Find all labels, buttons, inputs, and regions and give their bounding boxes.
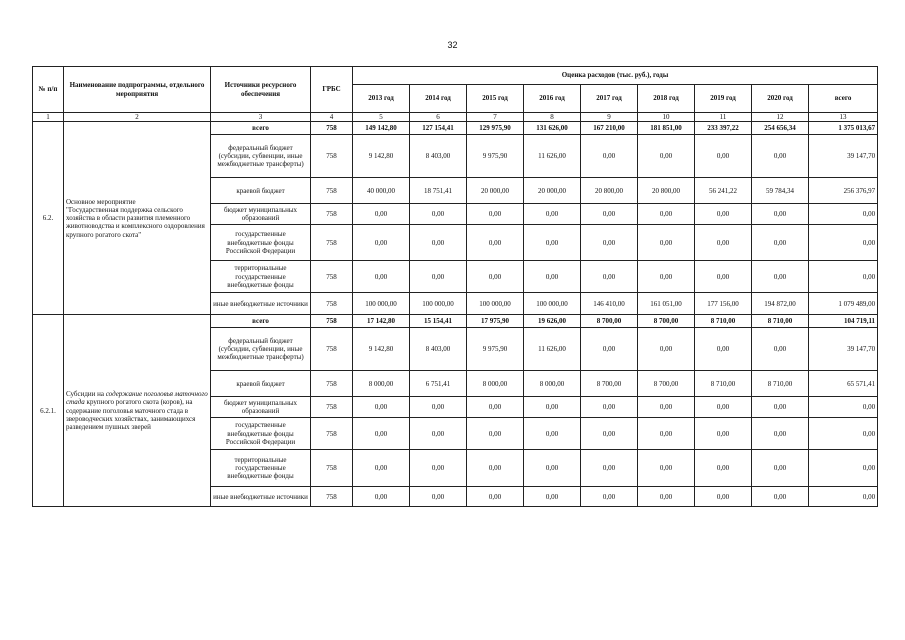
year-value: 146 410,00: [581, 293, 638, 315]
header-year: 2015 год: [467, 85, 524, 113]
column-index-row: [33, 113, 878, 122]
total-value: 256 376,97: [809, 178, 878, 204]
header-year: 2014 год: [410, 85, 467, 113]
total-value: 0,00: [809, 397, 878, 418]
year-value: 8 700,00: [638, 371, 695, 397]
year-value: 0,00: [638, 418, 695, 450]
grbs-code: 758: [311, 178, 353, 204]
header-year: 2018 год: [638, 85, 695, 113]
funding-source: федеральный бюджет (субсидии, субвенции, иные межбюджетные трансферты): [211, 135, 311, 178]
total-value: 0,00: [809, 261, 878, 293]
year-value: 20 800,00: [581, 178, 638, 204]
year-value: 149 142,80: [353, 122, 410, 135]
column-index: 5: [353, 113, 410, 122]
year-value: 8 710,00: [752, 315, 809, 328]
year-value: 0,00: [638, 204, 695, 225]
year-value: 0,00: [410, 397, 467, 418]
item-number: 6.2.1.: [33, 315, 64, 507]
year-value: 0,00: [524, 225, 581, 261]
year-value: 0,00: [638, 397, 695, 418]
table-body: [33, 122, 878, 507]
year-value: 0,00: [695, 261, 752, 293]
year-value: 0,00: [410, 261, 467, 293]
year-value: 0,00: [467, 487, 524, 507]
year-value: 177 156,00: [695, 293, 752, 315]
year-value: 17 142,80: [353, 315, 410, 328]
funding-source: государственные внебюджетные фонды Российской Федерации: [211, 418, 311, 450]
header-year: 2017 год: [581, 85, 638, 113]
year-value: 0,00: [581, 418, 638, 450]
year-value: 8 000,00: [524, 371, 581, 397]
year-value: 0,00: [410, 225, 467, 261]
year-value: 9 975,90: [467, 328, 524, 371]
grbs-code: 758: [311, 293, 353, 315]
funding-source: территориальные государственные внебюджетные фонды: [211, 450, 311, 487]
year-value: 0,00: [581, 225, 638, 261]
funding-source: всего: [211, 315, 311, 328]
column-index: 8: [524, 113, 581, 122]
header-grbs: ГРБС: [311, 67, 353, 113]
grbs-code: 758: [311, 418, 353, 450]
year-value: 0,00: [752, 328, 809, 371]
funding-source: государственные внебюджетные фонды Российской Федерации: [211, 225, 311, 261]
grbs-code: 758: [311, 371, 353, 397]
year-value: 161 051,00: [638, 293, 695, 315]
column-index: 12: [752, 113, 809, 122]
column-index: 13: [809, 113, 878, 122]
year-value: 20 000,00: [467, 178, 524, 204]
year-value: 11 626,00: [524, 135, 581, 178]
year-value: 0,00: [467, 397, 524, 418]
total-value: 1 375 013,67: [809, 122, 878, 135]
year-value: 0,00: [353, 450, 410, 487]
grbs-code: 758: [311, 135, 353, 178]
total-value: 0,00: [809, 418, 878, 450]
year-value: 131 626,00: [524, 122, 581, 135]
year-value: 0,00: [581, 450, 638, 487]
year-value: 0,00: [353, 261, 410, 293]
column-index: 4: [311, 113, 353, 122]
year-value: 11 626,00: [524, 328, 581, 371]
grbs-code: 758: [311, 450, 353, 487]
item-name-part: крупного рогатого скота (коров), на содержание поголовья маточного стада в звероводческих хозяйствах, занимающихся разведением пушных зверей: [66, 398, 196, 431]
year-value: 8 700,00: [581, 315, 638, 328]
year-value: 167 210,00: [581, 122, 638, 135]
year-value: 0,00: [524, 450, 581, 487]
year-value: 0,00: [524, 261, 581, 293]
year-value: 8 710,00: [752, 371, 809, 397]
year-value: 0,00: [752, 397, 809, 418]
year-value: 8 700,00: [638, 315, 695, 328]
year-value: 17 975,90: [467, 315, 524, 328]
total-value: 0,00: [809, 487, 878, 507]
year-value: 0,00: [581, 204, 638, 225]
year-value: 0,00: [695, 328, 752, 371]
funding-source: бюджет муниципальных образований: [211, 397, 311, 418]
grbs-code: 758: [311, 122, 353, 135]
year-value: 8 000,00: [353, 371, 410, 397]
header-total: всего: [809, 85, 878, 113]
total-value: 39 147,70: [809, 328, 878, 371]
year-value: 0,00: [695, 204, 752, 225]
column-index: 1: [33, 113, 64, 122]
year-value: 127 154,41: [410, 122, 467, 135]
year-value: 0,00: [752, 487, 809, 507]
table-row: [33, 122, 878, 135]
year-value: 0,00: [695, 487, 752, 507]
year-value: 20 800,00: [638, 178, 695, 204]
year-value: 20 000,00: [524, 178, 581, 204]
year-value: 0,00: [581, 487, 638, 507]
funding-source: территориальные государственные внебюджетные фонды: [211, 261, 311, 293]
year-value: 0,00: [638, 450, 695, 487]
year-value: 0,00: [638, 135, 695, 178]
total-value: 104 719,11: [809, 315, 878, 328]
year-value: 0,00: [581, 135, 638, 178]
item-number: 6.2.: [33, 122, 64, 315]
grbs-code: 758: [311, 315, 353, 328]
item-name-line: "Государственная поддержка сельского хозяйства в области развития племенного животноводства и комплексного оздоровления крупного рогатого скота": [66, 205, 205, 239]
year-value: 181 851,00: [638, 122, 695, 135]
header-year: 2016 год: [524, 85, 581, 113]
year-value: 0,00: [467, 450, 524, 487]
year-value: 8 403,00: [410, 135, 467, 178]
item-name-part: Субсидии на: [66, 390, 106, 399]
funding-source: краевой бюджет: [211, 178, 311, 204]
total-value: 0,00: [809, 204, 878, 225]
year-value: 0,00: [638, 225, 695, 261]
year-value: 18 751,41: [410, 178, 467, 204]
year-value: 0,00: [581, 328, 638, 371]
year-value: 100 000,00: [353, 293, 410, 315]
column-index: 3: [211, 113, 311, 122]
table-header: [33, 67, 878, 122]
year-value: 254 656,34: [752, 122, 809, 135]
year-value: 0,00: [410, 204, 467, 225]
funding-source: федеральный бюджет (субсидии, субвенции, иные межбюджетные трансферты): [211, 328, 311, 371]
year-value: 0,00: [353, 487, 410, 507]
year-value: 0,00: [752, 204, 809, 225]
year-value: 100 000,00: [467, 293, 524, 315]
header-year: 2020 год: [752, 85, 809, 113]
year-value: 0,00: [695, 397, 752, 418]
year-value: 0,00: [524, 487, 581, 507]
year-value: 0,00: [410, 418, 467, 450]
budget-table: [32, 66, 878, 507]
grbs-code: 758: [311, 204, 353, 225]
header-no: № п/п: [33, 67, 64, 113]
year-value: 8 403,00: [410, 328, 467, 371]
year-value: 233 397,22: [695, 122, 752, 135]
year-value: 0,00: [353, 418, 410, 450]
year-value: 0,00: [752, 261, 809, 293]
year-value: 59 784,34: [752, 178, 809, 204]
year-value: 0,00: [524, 397, 581, 418]
funding-source: бюджет муниципальных образований: [211, 204, 311, 225]
column-index: 11: [695, 113, 752, 122]
year-value: 0,00: [752, 418, 809, 450]
column-index: 7: [467, 113, 524, 122]
year-value: 8 700,00: [581, 371, 638, 397]
year-value: 9 142,80: [353, 328, 410, 371]
item-name-line: Основное мероприятие: [66, 197, 136, 206]
header-name: Наименование подпрограммы, отдельного мероприятия: [64, 67, 211, 113]
total-value: 65 571,41: [809, 371, 878, 397]
total-value: 0,00: [809, 225, 878, 261]
year-value: 0,00: [467, 204, 524, 225]
year-value: 40 000,00: [353, 178, 410, 204]
funding-source: иные внебюджетные источники: [211, 293, 311, 315]
year-value: 0,00: [638, 261, 695, 293]
year-value: 0,00: [353, 225, 410, 261]
year-value: 0,00: [467, 418, 524, 450]
total-value: 0,00: [809, 450, 878, 487]
column-index: 2: [64, 113, 211, 122]
item-name-part: содержание поголовья маточного стада: [66, 390, 208, 407]
year-value: 194 872,00: [752, 293, 809, 315]
year-value: 0,00: [581, 397, 638, 418]
year-value: 19 626,00: [524, 315, 581, 328]
year-value: 0,00: [752, 135, 809, 178]
year-value: 0,00: [581, 261, 638, 293]
year-value: 8 710,00: [695, 315, 752, 328]
year-value: 0,00: [467, 261, 524, 293]
grbs-code: 758: [311, 261, 353, 293]
year-value: 0,00: [638, 487, 695, 507]
total-value: 1 079 489,00: [809, 293, 878, 315]
year-value: 0,00: [695, 225, 752, 261]
header-estimate: Оценка расходов (тыс. руб.), годы: [353, 67, 878, 85]
year-value: 8 000,00: [467, 371, 524, 397]
year-value: 0,00: [467, 225, 524, 261]
grbs-code: 758: [311, 225, 353, 261]
column-index: 10: [638, 113, 695, 122]
grbs-code: 758: [311, 487, 353, 507]
year-value: 0,00: [695, 418, 752, 450]
grbs-code: 758: [311, 397, 353, 418]
year-value: 0,00: [353, 204, 410, 225]
table-row: [33, 315, 878, 328]
year-value: 9 975,90: [467, 135, 524, 178]
year-value: 15 154,41: [410, 315, 467, 328]
year-value: 9 142,80: [353, 135, 410, 178]
year-value: 56 241,22: [695, 178, 752, 204]
funding-source: краевой бюджет: [211, 371, 311, 397]
item-name: [64, 315, 211, 507]
header-year: 2019 год: [695, 85, 752, 113]
page-number: 32: [447, 40, 458, 50]
year-value: 0,00: [524, 418, 581, 450]
funding-source: иные внебюджетные источники: [211, 487, 311, 507]
year-value: 0,00: [752, 225, 809, 261]
year-value: 0,00: [524, 204, 581, 225]
year-value: 0,00: [353, 397, 410, 418]
year-value: 0,00: [695, 450, 752, 487]
total-value: 39 147,70: [809, 135, 878, 178]
year-value: 100 000,00: [524, 293, 581, 315]
header-year: 2013 год: [353, 85, 410, 113]
year-value: 8 710,00: [695, 371, 752, 397]
year-value: 0,00: [695, 135, 752, 178]
year-value: 0,00: [410, 450, 467, 487]
year-value: 6 751,41: [410, 371, 467, 397]
funding-source: всего: [211, 122, 311, 135]
year-value: 0,00: [410, 487, 467, 507]
year-value: 0,00: [752, 450, 809, 487]
header-source: Источники ресурсного обеспечения: [211, 67, 311, 113]
item-name: [64, 122, 211, 315]
column-index: 9: [581, 113, 638, 122]
year-value: 129 975,90: [467, 122, 524, 135]
column-index: 6: [410, 113, 467, 122]
year-value: 100 000,00: [410, 293, 467, 315]
year-value: 0,00: [638, 328, 695, 371]
grbs-code: 758: [311, 328, 353, 371]
